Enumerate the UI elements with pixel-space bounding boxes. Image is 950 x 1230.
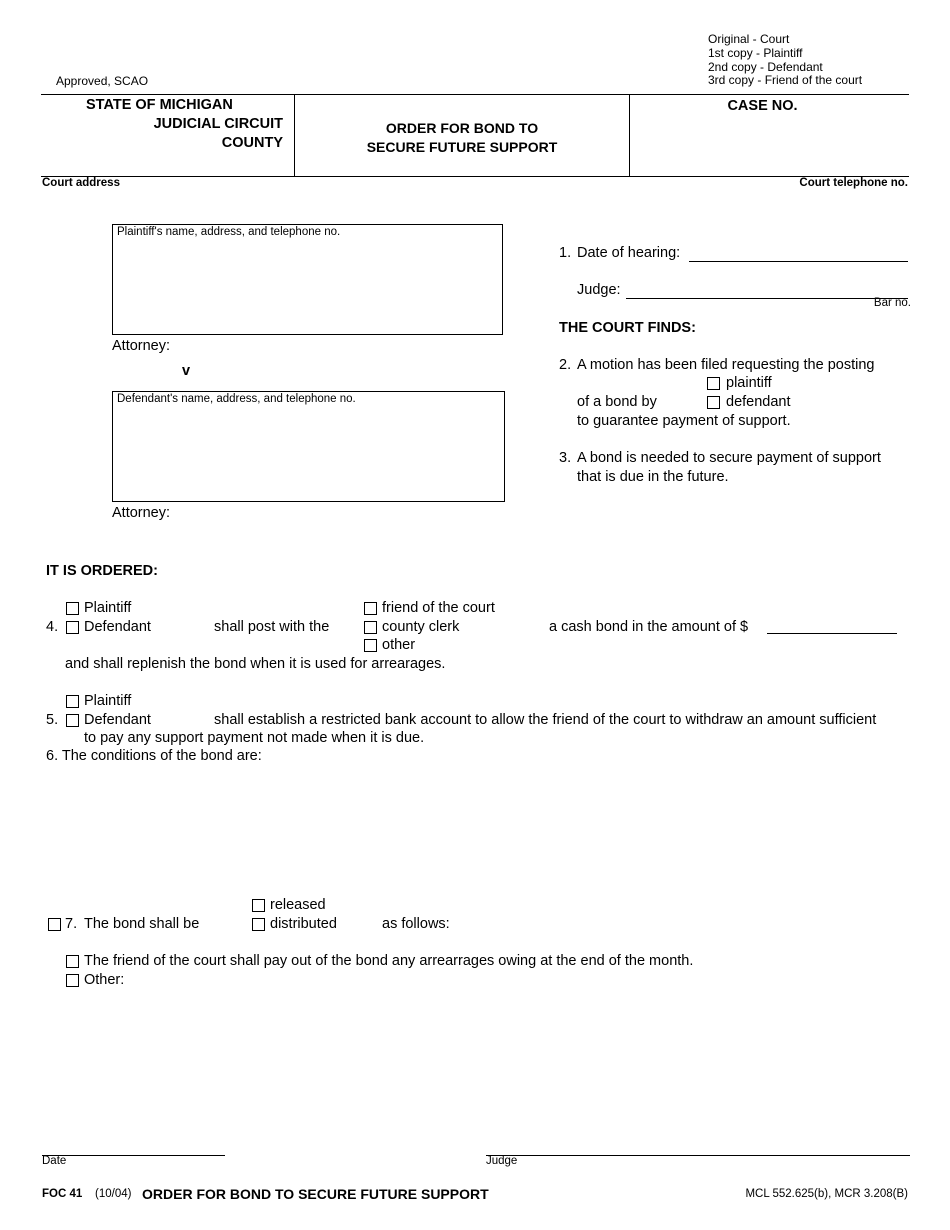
- item2-of-bond-by: of a bond by: [577, 394, 657, 410]
- bond-distributed-label: distributed: [270, 916, 337, 932]
- item5-defendant-label: Defendant: [84, 712, 151, 728]
- date-signature-line[interactable]: [42, 1155, 225, 1156]
- defendant-box-label: Defendant's name, address, and telephone no.: [117, 393, 356, 405]
- date-label: Date: [42, 1155, 67, 1167]
- item7-text: The bond shall be: [84, 916, 200, 932]
- distribution-defendant: 2nd copy - Defendant: [708, 60, 823, 74]
- friend-of-court-label: friend of the court: [382, 600, 495, 616]
- item4-shall-post: shall post with the: [214, 619, 330, 635]
- item7-other-label: Other:: [84, 972, 125, 988]
- state-label: STATE OF MICHIGAN: [86, 97, 233, 113]
- item5-text-line1: shall establish a restricted bank account to allow the friend of the court to withdraw an amount sufficient: [214, 712, 877, 728]
- item7-as-follows: as follows:: [382, 916, 450, 932]
- county-clerk-checkbox[interactable]: [364, 621, 377, 634]
- court-finds-heading: THE COURT FINDS:: [559, 320, 696, 336]
- date-of-hearing-line[interactable]: [689, 261, 908, 262]
- item4-defendant-checkbox[interactable]: [66, 621, 79, 634]
- it-is-ordered-heading: IT IS ORDERED:: [46, 563, 158, 579]
- item4-plaintiff-checkbox[interactable]: [66, 602, 79, 615]
- court-address-label: Court address: [42, 177, 120, 189]
- item2-line1: A motion has been filed requesting the posting: [577, 357, 875, 373]
- header-top-rule: [41, 94, 909, 95]
- footer-title: ORDER FOR BOND TO SECURE FUTURE SUPPORT: [142, 1186, 489, 1202]
- approved-scao: Approved, SCAO: [56, 74, 149, 88]
- form-title-line1: ORDER FOR BOND TO: [385, 120, 539, 136]
- foc-pay-arrearages-checkbox[interactable]: [66, 955, 79, 968]
- item4-defendant-label: Defendant: [84, 619, 151, 635]
- cash-bond-label: a cash bond in the amount of $: [549, 619, 749, 635]
- bar-no-label: Bar no.: [873, 297, 911, 309]
- item2-line3: to guarantee payment of support.: [577, 413, 791, 429]
- legal-citation: MCL 552.625(b), MCR 3.208(B): [745, 1188, 908, 1200]
- judge-signature-line[interactable]: [486, 1155, 910, 1156]
- bond-released-checkbox[interactable]: [252, 899, 265, 912]
- other-depository-label: other: [382, 637, 416, 653]
- judge-signature-label: Judge: [486, 1155, 518, 1167]
- friend-of-court-checkbox[interactable]: [364, 602, 377, 615]
- item4-plaintiff-label: Plaintiff: [84, 600, 132, 616]
- distribution-foc: 3rd copy - Friend of the court: [708, 73, 863, 87]
- cash-bond-amount-line[interactable]: [767, 633, 897, 634]
- distribution-plaintiff: 1st copy - Plaintiff: [708, 46, 803, 60]
- bond-by-defendant-label: defendant: [726, 394, 791, 410]
- county-clerk-label: county clerk: [382, 619, 460, 635]
- plaintiff-box-label: Plaintiff's name, address, and telephone no.: [117, 226, 341, 238]
- date-of-hearing-label: Date of hearing:: [577, 245, 681, 261]
- plaintiff-attorney-label: Attorney:: [112, 338, 171, 354]
- item5-number: 5.: [46, 712, 59, 728]
- court-telephone-label: Court telephone no.: [799, 177, 908, 189]
- foc-pay-arrearages-label: The friend of the court shall pay out of the bond any arrearrages owing at the end of the month.: [84, 953, 694, 969]
- item7-checkbox[interactable]: [48, 918, 61, 931]
- form-number: FOC 41: [42, 1188, 83, 1200]
- defendant-info-box[interactable]: [112, 391, 505, 502]
- county-label: COUNTY: [221, 135, 283, 151]
- bond-by-plaintiff-label: plaintiff: [726, 375, 772, 391]
- other-depository-checkbox[interactable]: [364, 639, 377, 652]
- item3-line1: A bond is needed to secure payment of support: [577, 450, 881, 466]
- defendant-attorney-label: Attorney:: [112, 505, 171, 521]
- item4-replenish: and shall replenish the bond when it is used for arrearages.: [65, 656, 446, 672]
- item5-defendant-checkbox[interactable]: [66, 714, 79, 727]
- plaintiff-info-box[interactable]: [112, 224, 503, 335]
- item7-other-checkbox[interactable]: [66, 974, 79, 987]
- item6-conditions: 6. The conditions of the bond are:: [46, 748, 262, 764]
- bond-by-plaintiff-checkbox[interactable]: [707, 377, 720, 390]
- item3-number: 3.: [559, 450, 572, 466]
- distribution-original: Original - Court: [708, 32, 790, 46]
- item5-plaintiff-label: Plaintiff: [84, 693, 132, 709]
- item3-line2: that is due in the future.: [577, 469, 729, 485]
- form-title-line2: SECURE FUTURE SUPPORT: [366, 139, 558, 155]
- hearing-judge-label: Judge:: [577, 282, 621, 298]
- item4-number: 4.: [46, 619, 59, 635]
- item1-number: 1.: [559, 245, 572, 261]
- form-revision: (10/04): [95, 1188, 132, 1200]
- judicial-circuit-label: JUDICIAL CIRCUIT: [153, 116, 283, 132]
- item5-plaintiff-checkbox[interactable]: [66, 695, 79, 708]
- versus-label: v: [182, 363, 191, 379]
- bond-by-defendant-checkbox[interactable]: [707, 396, 720, 409]
- item7-number: 7.: [65, 916, 78, 932]
- bond-released-label: released: [270, 897, 326, 913]
- case-no-label: CASE NO.: [727, 98, 798, 114]
- bond-distributed-checkbox[interactable]: [252, 918, 265, 931]
- item5-text-line2: to pay any support payment not made when it is due.: [84, 730, 425, 746]
- item2-number: 2.: [559, 357, 572, 373]
